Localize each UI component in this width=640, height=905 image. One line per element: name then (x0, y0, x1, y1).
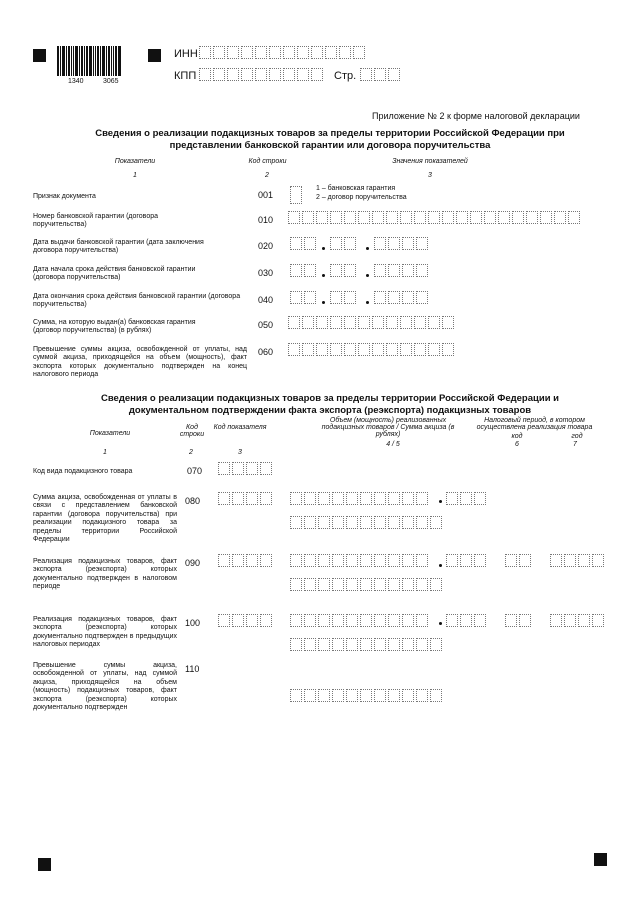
barcode-number-left: 1340 (68, 78, 84, 85)
s2-row-110-label: Превышение суммы акциза, освобожденной от уплаты, над суммой акциза, приходящейся на объем (мощность) подакцизных товаров, факт экспорта (реэкспорта) которых документально подтвержден (33, 662, 177, 712)
s2-row-100-volume-decimals[interactable] (446, 614, 488, 627)
kpp-cells[interactable] (199, 68, 325, 81)
s1-row-030-month[interactable] (330, 264, 358, 277)
s1-row-020-code: 020 (258, 241, 274, 251)
s1-row-030-year[interactable] (374, 264, 430, 277)
s2-row-090-period-code[interactable] (505, 554, 533, 567)
s2-row-070-label: Код вида подакцизного товара (33, 468, 133, 475)
s2-num3: 3 (238, 449, 242, 456)
s2-col-code-row: Код строки (179, 424, 205, 438)
s2-num7: 7 (573, 441, 577, 448)
section2-title-line2: документальном подтверждении факта экспорта (реэкспорта) подакцизных товаров (128, 405, 532, 416)
s2-col-indicators: Показатели (89, 430, 131, 437)
s2-row-100-tax-cells[interactable] (290, 638, 444, 651)
corner-marker-top-left (33, 49, 46, 62)
s1-option-2: 2 – договор поручительства (316, 194, 407, 201)
s1-row-020-month[interactable] (330, 237, 358, 250)
s2-row-090-dot (439, 564, 442, 567)
s1-option-1: 1 – банковская гарантия (316, 185, 396, 192)
inn-cells[interactable] (199, 46, 367, 59)
s2-row-090-period-year[interactable] (550, 554, 606, 567)
s1-num2: 2 (265, 172, 269, 179)
corner-marker-bottom-right (594, 853, 607, 866)
kpp-label: КПП (174, 70, 197, 82)
s1-row-010-label: Номер банковской гарантии (договора поручительства) (33, 213, 158, 229)
s1-col-code: Код строки (248, 158, 287, 165)
s1-row-040-dot1 (322, 301, 325, 304)
s2-row-070-cells[interactable] (218, 462, 272, 475)
s1-row-030-dot1 (322, 274, 325, 277)
section2-title-line1: Сведения о реализации подакцизных товаров за пределы территории Российской Федерации и (100, 393, 560, 404)
s2-row-090-volume-decimals[interactable] (446, 554, 488, 567)
s2-col-period: Налоговый период, в котором осуществлена реализация товара (476, 417, 593, 431)
section1-title-line1: Сведения о реализации подакцизных товаров за пределы территории Российской Федерации при (95, 128, 565, 139)
s1-row-030-dot2 (366, 274, 369, 277)
s1-row-040-day[interactable] (290, 291, 318, 304)
s1-row-040-code: 040 (258, 295, 274, 305)
s1-num1: 1 (133, 172, 137, 179)
s1-row-001-label: Признак документа (33, 193, 96, 200)
s2-row-100-ind-cells[interactable] (218, 614, 274, 627)
s2-row-080-volume-cells[interactable] (290, 492, 430, 505)
s2-num6: 6 (515, 441, 519, 448)
s2-row-100-period-year[interactable] (550, 614, 606, 627)
s2-row-100-period-code[interactable] (505, 614, 533, 627)
s1-row-060-label: Превышение суммы акциза, освобожденной от уплаты, над суммой акциза, приходящейся на объем (мощность), факт экспорта которых документально подтвержден на конец налогового периода (33, 346, 247, 379)
s2-col-volume: Объем (мощность) реализованных подакцизных товаров / Сумма акциза (в рублях) (321, 417, 455, 438)
corner-marker-top-center (148, 49, 161, 62)
s1-row-020-label: Дата выдачи банковской гарантии (дата заключения договора поручительства) (33, 239, 204, 255)
s2-row-100-code: 100 (185, 618, 201, 628)
s1-row-020-dot1 (322, 247, 325, 250)
s2-row-080-dot (439, 500, 442, 503)
page-label: Стр. (334, 70, 357, 82)
corner-marker-bottom-left (38, 858, 51, 871)
s2-row-090-tax-cells[interactable] (290, 578, 444, 591)
s2-row-080-label: Сумма акциза, освобожденная от уплаты в связи с представлением банковской гарантии (договора поручительства) при реализации подакцизного товара за пределы территории Российской Федерации (33, 494, 177, 544)
s1-row-030-day[interactable] (290, 264, 318, 277)
section1-title-line2: представлении банковской гарантии или договора поручительства (169, 140, 491, 151)
s2-row-110-tax-cells[interactable] (290, 689, 444, 702)
s1-row-040-month[interactable] (330, 291, 358, 304)
s1-row-040-year[interactable] (374, 291, 430, 304)
s1-row-020-dot2 (366, 247, 369, 250)
s1-row-020-day[interactable] (290, 237, 318, 250)
s2-row-080-volume-decimals[interactable] (446, 492, 488, 505)
s1-row-010-code: 010 (258, 215, 274, 225)
appendix-title: Приложение № 2 к форме налоговой декларации (372, 111, 580, 121)
s2-row-110-code: 110 (185, 664, 200, 674)
s2-row-090-label: Реализация подакцизных товаров, факт экспорта (реэкспорта) которых документально подтвержден в налоговом периоде (33, 558, 177, 591)
s2-num2: 2 (189, 449, 193, 456)
s1-col-indicators: Показатели (114, 158, 156, 165)
page-cells[interactable] (360, 68, 402, 81)
s1-row-001-cells[interactable] (290, 186, 304, 204)
s2-row-100-label: Реализация подакцизных товаров, факт экспорта (реэкспорта) которых документально подтвержден в предыдущих налоговых периодах (33, 616, 177, 649)
s2-col-period-code: код (511, 433, 523, 440)
s2-row-080-ind-cells[interactable] (218, 492, 274, 505)
s2-row-090-ind-cells[interactable] (218, 554, 274, 567)
s1-row-010-cells[interactable] (288, 211, 582, 224)
s1-row-001-code: 001 (258, 190, 274, 200)
s1-row-030-label: Дата начала срока действия банковской гарантии (договора поручительства) (33, 266, 196, 282)
s1-row-040-label: Дата окончания срока действия банковской гарантии (договора поручительства) (33, 293, 241, 309)
s2-row-100-volume-cells[interactable] (290, 614, 430, 627)
s2-col-code-ind: Код показателя (213, 424, 267, 431)
barcode (57, 46, 127, 76)
s2-row-090-volume-cells[interactable] (290, 554, 430, 567)
s2-row-090-code: 090 (185, 558, 201, 568)
s1-row-060-cells[interactable] (288, 343, 456, 356)
s1-row-050-label: Сумма, на которую выдан(а) банковская гарантия (договор поручительства) (в рублях) (33, 319, 196, 335)
barcode-number-right: 3065 (103, 78, 119, 85)
s1-row-050-cells[interactable] (288, 316, 456, 329)
inn-label: ИНН (174, 48, 198, 60)
s1-col-values: Значения показателей (392, 158, 468, 165)
s1-row-020-year[interactable] (374, 237, 430, 250)
s2-col-period-year: год (571, 433, 583, 440)
s2-row-080-code: 080 (185, 496, 201, 506)
s1-row-050-code: 050 (258, 320, 274, 330)
s2-row-080-tax-cells[interactable] (290, 516, 444, 529)
s1-row-040-dot2 (366, 301, 369, 304)
s2-row-070-code: 070 (187, 466, 203, 476)
s1-row-060-code: 060 (258, 347, 274, 357)
s2-num1: 1 (103, 449, 107, 456)
s1-row-030-code: 030 (258, 268, 274, 278)
s1-num3: 3 (428, 172, 432, 179)
s2-num45: 4 / 5 (386, 441, 400, 448)
s2-row-100-dot (439, 622, 442, 625)
